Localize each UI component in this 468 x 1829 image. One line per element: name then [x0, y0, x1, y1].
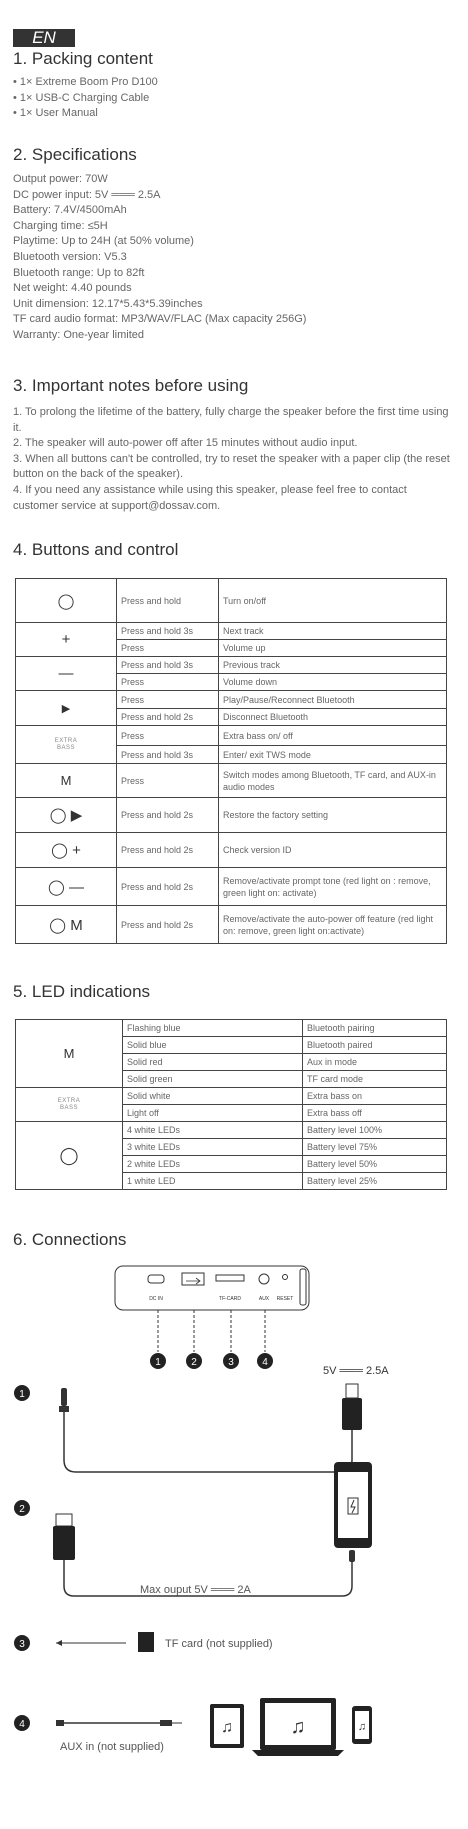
meaning-cell: Battery level 100%: [303, 1122, 447, 1139]
marker-3: 3: [228, 1357, 234, 1368]
spec-line: Net weight: 4.40 pounds: [13, 282, 132, 295]
light-cell: 2 white LEDs: [123, 1156, 303, 1173]
spec-line: Charging time: ≤5H: [13, 219, 108, 232]
light-cell: Solid blue: [123, 1037, 303, 1054]
function-cell: Remove/activate prompt tone (red light on : remove, green light on: activate): [219, 868, 447, 906]
tf-card-slot-icon: [216, 1275, 244, 1281]
mode-button-icon: M: [16, 764, 117, 798]
function-cell: Previous track: [219, 657, 447, 674]
aux-port-icon: [259, 1274, 269, 1284]
function-cell: Volume down: [219, 674, 447, 691]
action-cell: Press and hold 3s: [117, 623, 219, 640]
note-paragraph: 1. To prolong the lifetime of the battery, fully charge the speaker before the first time using it.: [13, 406, 449, 434]
meaning-cell: Bluetooth paired: [303, 1037, 447, 1054]
table-row: [16, 798, 447, 833]
action-cell: Press and hold: [117, 579, 219, 623]
spec-line: Battery: 7.4V/4500mAh: [13, 204, 127, 217]
reset-button-icon: [283, 1275, 288, 1280]
action-cell: Press and hold 2s: [117, 709, 219, 726]
marker-1: 1: [155, 1357, 161, 1368]
table-row: [16, 906, 447, 944]
packing-heading: 1. Packing content: [13, 49, 153, 68]
light-cell: Solid green: [123, 1071, 303, 1088]
light-cell: 1 white LED: [123, 1173, 303, 1190]
action-cell: Press and hold 2s: [117, 868, 219, 906]
step-marker-1: 1: [19, 1389, 25, 1400]
light-cell: 4 white LEDs: [123, 1122, 303, 1139]
power-plus-combo-icon: ◯ +: [16, 833, 117, 868]
specifications-heading: 2. Specifications: [13, 145, 137, 164]
notes-heading: 3. Important notes before using: [13, 376, 249, 395]
meaning-cell: Extra bass off: [303, 1105, 447, 1122]
usb-port-icon: [182, 1273, 204, 1285]
function-cell: Check version ID: [219, 833, 447, 868]
list-item: • 1× USB-C Charging Cable: [13, 91, 150, 104]
specifications-list: [13, 172, 306, 344]
function-cell: Extra bass on/ off: [219, 726, 447, 746]
meaning-cell: Aux in mode: [303, 1054, 447, 1071]
table-row: [16, 579, 447, 623]
port-label: DC IN: [149, 1296, 163, 1302]
spec-line: Bluetooth version: V5.3: [13, 250, 127, 263]
svg-text:♫: ♫: [290, 1716, 306, 1738]
action-cell: Press: [117, 640, 219, 657]
step-marker-4: 4: [19, 1719, 25, 1730]
svg-text:♫: ♫: [357, 1721, 367, 1733]
notes-text: [13, 405, 453, 514]
meaning-cell: Bluetooth pairing: [303, 1020, 447, 1037]
play-button-icon: ▶: [16, 691, 117, 726]
note-paragraph: 3. When all buttons can't be controlled, try to reset the speaker with a paper clip (the reset button on the back of the speaker).: [13, 452, 450, 481]
meaning-cell: Battery level 75%: [303, 1139, 447, 1156]
marker-4: 4: [262, 1357, 268, 1368]
aux-in-label: AUX in (not supplied): [60, 1741, 164, 1753]
action-cell: Press and hold 2s: [117, 798, 219, 833]
spec-line: Unit dimension: 12.17*5.43*5.39inches: [13, 297, 203, 310]
battery-led-icon: ◯: [16, 1122, 123, 1190]
marker-2: 2: [191, 1357, 197, 1368]
meaning-cell: Battery level 50%: [303, 1156, 447, 1173]
meaning-cell: Battery level 25%: [303, 1173, 447, 1190]
spec-line: DC power input: 5V ═══ 2.5A: [13, 188, 161, 201]
table-row: [16, 764, 447, 798]
phone-icon: [352, 1706, 372, 1744]
spec-line: TF card audio format: MP3/WAV/FLAC (Max capacity 256G): [13, 313, 307, 326]
table-row: [16, 1088, 447, 1105]
list-item: • 1× Extreme Boom Pro D100: [13, 76, 158, 88]
action-cell: Press and hold 3s: [117, 657, 219, 674]
action-cell: Press: [117, 726, 219, 746]
note-paragraph: 4. If you need any assistance while using this speaker, please feel free to contact customer service at support@dossav.com.: [13, 483, 407, 512]
tf-card-icon: [138, 1632, 154, 1652]
extra-bass-label: EXTRA BASS: [57, 1097, 81, 1111]
action-cell: Press and hold 2s: [117, 833, 219, 868]
buttons-table: [15, 578, 447, 944]
svg-text:♫: ♫: [221, 1719, 233, 1736]
number-markers: [150, 1353, 273, 1369]
meaning-cell: Extra bass on: [303, 1088, 447, 1105]
function-cell: Restore the factory setting: [219, 798, 447, 833]
action-cell: Press: [117, 674, 219, 691]
tablet-icon: [210, 1704, 244, 1748]
buttons-heading: 4. Buttons and control: [13, 540, 179, 559]
spec-line: Output power: 70W: [13, 173, 108, 185]
step-marker-2: 2: [19, 1504, 25, 1515]
function-cell: Remove/activate the auto-power off feature (red light on: remove, green light on:activate): [219, 906, 447, 944]
action-cell: Press and hold 3s: [117, 746, 219, 764]
table-row: [16, 1020, 447, 1037]
led-table: [15, 1019, 447, 1190]
light-cell: Flashing blue: [123, 1020, 303, 1037]
spec-line: Playtime: Up to 24H (at 50% volume): [13, 235, 194, 248]
power-button-icon: ◯: [16, 579, 117, 623]
dc-in-port-icon: [148, 1275, 164, 1283]
language-badge: EN: [13, 29, 75, 47]
spec-line: Warranty: One-year limited: [13, 328, 145, 341]
function-cell: Enter/ exit TWS mode: [219, 746, 447, 764]
table-row: [16, 657, 447, 674]
function-cell: Switch modes among Bluetooth, TF card, and AUX-in audio modes: [219, 764, 447, 798]
port-label: RESET: [276, 1296, 294, 1302]
light-cell: Light off: [123, 1105, 303, 1122]
aux-cable-icon: [56, 1720, 182, 1726]
port-panel: [115, 1266, 309, 1310]
power-mode-combo-icon: ◯ M: [16, 906, 117, 944]
laptop-icon: [252, 1698, 344, 1756]
mode-led-icon: M: [16, 1020, 123, 1088]
meaning-cell: TF card mode: [303, 1071, 447, 1088]
smartphone-charging-icon: [334, 1462, 372, 1548]
power-minus-combo-icon: ◯ —: [16, 868, 117, 906]
function-cell: Volume up: [219, 640, 447, 657]
table-row: [16, 623, 447, 640]
note-paragraph: 2. The speaker will auto-power off after 15 minutes without audio input.: [13, 437, 358, 450]
minus-button-icon: —: [16, 657, 117, 691]
output-spec-label: Max ouput 5V ═══ 2A: [140, 1584, 251, 1596]
extra-bass-button-icon: [16, 726, 117, 764]
usb-c-cable-icon: [59, 1384, 362, 1472]
extra-bass-led-icon: [16, 1088, 123, 1122]
table-row: [16, 868, 447, 906]
light-cell: 3 white LEDs: [123, 1139, 303, 1156]
charge-spec-label: 5V ═══ 2.5A: [323, 1365, 389, 1377]
function-cell: Next track: [219, 623, 447, 640]
tf-card-label: TF card (not supplied): [165, 1638, 273, 1650]
connections-diagram: [0, 1260, 468, 1820]
action-cell: Press: [117, 764, 219, 798]
light-cell: Solid red: [123, 1054, 303, 1071]
function-cell: Turn on/off: [219, 579, 447, 623]
plus-button-icon: +: [16, 623, 117, 657]
spec-line: Bluetooth range: Up to 82ft: [13, 266, 145, 279]
power-play-combo-icon: ◯ ▶: [16, 798, 117, 833]
table-row: [16, 691, 447, 709]
table-row: [16, 833, 447, 868]
light-cell: Solid white: [123, 1088, 303, 1105]
usb-symbol-icon: [186, 1278, 200, 1284]
port-label: TF-CARD: [219, 1296, 241, 1302]
extra-bass-label: EXTRA BASS: [54, 737, 78, 751]
step-marker-3: 3: [19, 1639, 25, 1650]
table-row: [16, 726, 447, 746]
function-cell: Play/Pause/Reconnect Bluetooth: [219, 691, 447, 709]
port-label: AUX: [258, 1296, 270, 1302]
packing-list: [13, 75, 158, 122]
action-cell: Press: [117, 691, 219, 709]
table-row: [16, 1122, 447, 1139]
action-cell: Press and hold 2s: [117, 906, 219, 944]
led-heading: 5. LED indications: [13, 982, 151, 1001]
function-cell: Disconnect Bluetooth: [219, 709, 447, 726]
list-item: • 1× User Manual: [13, 107, 98, 120]
connections-heading: 6. Connections: [13, 1230, 127, 1249]
